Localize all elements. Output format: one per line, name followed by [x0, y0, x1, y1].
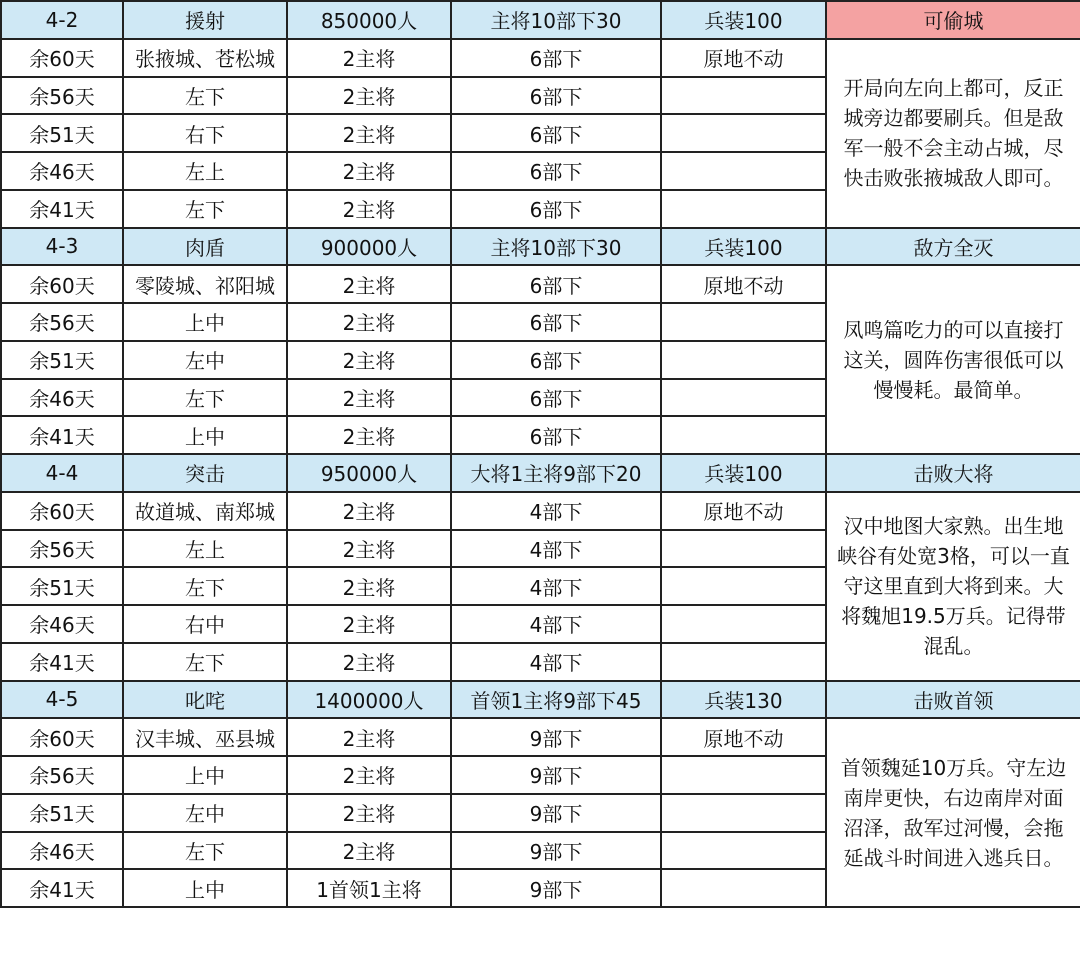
level-name: 突击 — [123, 454, 287, 492]
level-id: 4-5 — [1, 681, 123, 719]
wave-action — [661, 756, 826, 794]
level-header-row — [1, 1, 1080, 39]
wave-day: 余41天 — [1, 416, 123, 454]
level-equipment: 兵装100 — [661, 454, 826, 492]
wave-generals: 2主将 — [287, 756, 451, 794]
level-header-row — [1, 454, 1080, 492]
level-troops: 1400000人 — [287, 681, 451, 719]
wave-position: 左下 — [123, 379, 287, 417]
wave-day: 余60天 — [1, 39, 123, 77]
wave-generals: 2主将 — [287, 567, 451, 605]
wave-row — [1, 718, 1080, 756]
wave-subordinates: 9部下 — [451, 756, 661, 794]
level-id: 4-4 — [1, 454, 123, 492]
wave-action — [661, 605, 826, 643]
level-note: 开局向左向上都可，反正城旁边都要刷兵。但是敌军一般不会主动占城，尽快击败张掖城敌人即可。 — [826, 39, 1080, 228]
wave-row — [1, 39, 1080, 77]
wave-subordinates: 6部下 — [451, 190, 661, 228]
wave-subordinates: 4部下 — [451, 567, 661, 605]
wave-generals: 2主将 — [287, 718, 451, 756]
wave-action: 原地不动 — [661, 265, 826, 303]
wave-day: 余41天 — [1, 190, 123, 228]
wave-action: 原地不动 — [661, 39, 826, 77]
wave-position: 上中 — [123, 303, 287, 341]
level-equipment: 兵装100 — [661, 228, 826, 266]
level-composition: 主将10部下30 — [451, 1, 661, 39]
wave-subordinates: 6部下 — [451, 379, 661, 417]
wave-action — [661, 379, 826, 417]
wave-subordinates: 4部下 — [451, 605, 661, 643]
wave-day: 余46天 — [1, 379, 123, 417]
wave-day: 余60天 — [1, 265, 123, 303]
level-troops: 950000人 — [287, 454, 451, 492]
wave-position: 故道城、南郑城 — [123, 492, 287, 530]
wave-action: 原地不动 — [661, 492, 826, 530]
level-composition: 首领1主将9部下45 — [451, 681, 661, 719]
wave-action — [661, 869, 826, 907]
wave-position: 左下 — [123, 567, 287, 605]
level-header-row — [1, 681, 1080, 719]
wave-subordinates: 4部下 — [451, 530, 661, 568]
wave-generals: 2主将 — [287, 77, 451, 115]
level-name: 援射 — [123, 1, 287, 39]
wave-action — [661, 114, 826, 152]
wave-subordinates: 9部下 — [451, 718, 661, 756]
wave-subordinates: 6部下 — [451, 39, 661, 77]
wave-position: 张掖城、苍松城 — [123, 39, 287, 77]
wave-subordinates: 6部下 — [451, 265, 661, 303]
wave-generals: 2主将 — [287, 530, 451, 568]
wave-generals: 2主将 — [287, 492, 451, 530]
wave-day: 余51天 — [1, 567, 123, 605]
wave-action — [661, 832, 826, 870]
level-objective: 敌方全灭 — [826, 228, 1080, 266]
level-id: 4-2 — [1, 1, 123, 39]
wave-day: 余41天 — [1, 869, 123, 907]
wave-day: 余56天 — [1, 303, 123, 341]
wave-action — [661, 416, 826, 454]
level-header-row — [1, 228, 1080, 266]
wave-generals: 2主将 — [287, 794, 451, 832]
wave-action — [661, 152, 826, 190]
level-note: 汉中地图大家熟。出生地峡谷有处宽3格，可以一直守这里直到大将到来。大将魏旭19.5万兵。记得带混乱。 — [826, 492, 1080, 681]
wave-generals: 2主将 — [287, 379, 451, 417]
wave-day: 余46天 — [1, 605, 123, 643]
wave-subordinates: 9部下 — [451, 794, 661, 832]
level-objective: 击败首领 — [826, 681, 1080, 719]
level-note: 凤鸣篇吃力的可以直接打这关，圆阵伤害很低可以慢慢耗。最简单。 — [826, 265, 1080, 454]
wave-generals: 2主将 — [287, 114, 451, 152]
wave-position: 右中 — [123, 605, 287, 643]
wave-generals: 2主将 — [287, 190, 451, 228]
wave-action — [661, 567, 826, 605]
wave-generals: 2主将 — [287, 152, 451, 190]
wave-subordinates: 6部下 — [451, 416, 661, 454]
level-objective: 可偷城 — [826, 1, 1080, 39]
wave-position: 左中 — [123, 794, 287, 832]
wave-generals: 2主将 — [287, 303, 451, 341]
wave-row — [1, 265, 1080, 303]
wave-day: 余51天 — [1, 794, 123, 832]
wave-day: 余56天 — [1, 77, 123, 115]
wave-generals: 2主将 — [287, 265, 451, 303]
wave-action — [661, 77, 826, 115]
wave-generals: 2主将 — [287, 341, 451, 379]
level-objective: 击败大将 — [826, 454, 1080, 492]
wave-position: 上中 — [123, 416, 287, 454]
wave-position: 左上 — [123, 152, 287, 190]
wave-position: 左下 — [123, 77, 287, 115]
wave-day: 余56天 — [1, 756, 123, 794]
level-troops: 900000人 — [287, 228, 451, 266]
wave-position: 上中 — [123, 756, 287, 794]
wave-generals: 2主将 — [287, 832, 451, 870]
wave-day: 余51天 — [1, 114, 123, 152]
level-id: 4-3 — [1, 228, 123, 266]
wave-generals: 2主将 — [287, 416, 451, 454]
wave-subordinates: 6部下 — [451, 77, 661, 115]
level-composition: 大将1主将9部下20 — [451, 454, 661, 492]
level-equipment: 兵装130 — [661, 681, 826, 719]
wave-position: 左下 — [123, 643, 287, 681]
wave-action: 原地不动 — [661, 718, 826, 756]
wave-day: 余60天 — [1, 718, 123, 756]
wave-generals: 2主将 — [287, 605, 451, 643]
wave-day: 余56天 — [1, 530, 123, 568]
wave-action — [661, 530, 826, 568]
wave-subordinates: 9部下 — [451, 832, 661, 870]
level-composition: 主将10部下30 — [451, 228, 661, 266]
wave-subordinates: 6部下 — [451, 341, 661, 379]
wave-subordinates: 6部下 — [451, 114, 661, 152]
wave-day: 余41天 — [1, 643, 123, 681]
wave-subordinates: 6部下 — [451, 303, 661, 341]
wave-generals: 1首领1主将 — [287, 869, 451, 907]
wave-generals: 2主将 — [287, 39, 451, 77]
wave-subordinates: 9部下 — [451, 869, 661, 907]
wave-action — [661, 341, 826, 379]
level-equipment: 兵装100 — [661, 1, 826, 39]
level-troops: 850000人 — [287, 1, 451, 39]
wave-position: 左下 — [123, 832, 287, 870]
wave-row — [1, 492, 1080, 530]
wave-day: 余51天 — [1, 341, 123, 379]
wave-position: 零陵城、祁阳城 — [123, 265, 287, 303]
wave-subordinates: 4部下 — [451, 643, 661, 681]
level-note: 首领魏延10万兵。守左边南岸更快，右边南岸对面沼泽，敌军过河慢，会拖延战斗时间进入逃兵日。 — [826, 718, 1080, 907]
wave-day: 余46天 — [1, 152, 123, 190]
wave-action — [661, 303, 826, 341]
wave-subordinates: 6部下 — [451, 152, 661, 190]
wave-position: 上中 — [123, 869, 287, 907]
wave-position: 汉丰城、巫县城 — [123, 718, 287, 756]
wave-generals: 2主将 — [287, 643, 451, 681]
wave-position: 左下 — [123, 190, 287, 228]
wave-action — [661, 190, 826, 228]
wave-day: 余60天 — [1, 492, 123, 530]
level-name: 叱咤 — [123, 681, 287, 719]
wave-position: 左上 — [123, 530, 287, 568]
level-name: 肉盾 — [123, 228, 287, 266]
wave-position: 左中 — [123, 341, 287, 379]
wave-day: 余46天 — [1, 832, 123, 870]
wave-subordinates: 4部下 — [451, 492, 661, 530]
wave-action — [661, 643, 826, 681]
wave-position: 右下 — [123, 114, 287, 152]
wave-action — [661, 794, 826, 832]
